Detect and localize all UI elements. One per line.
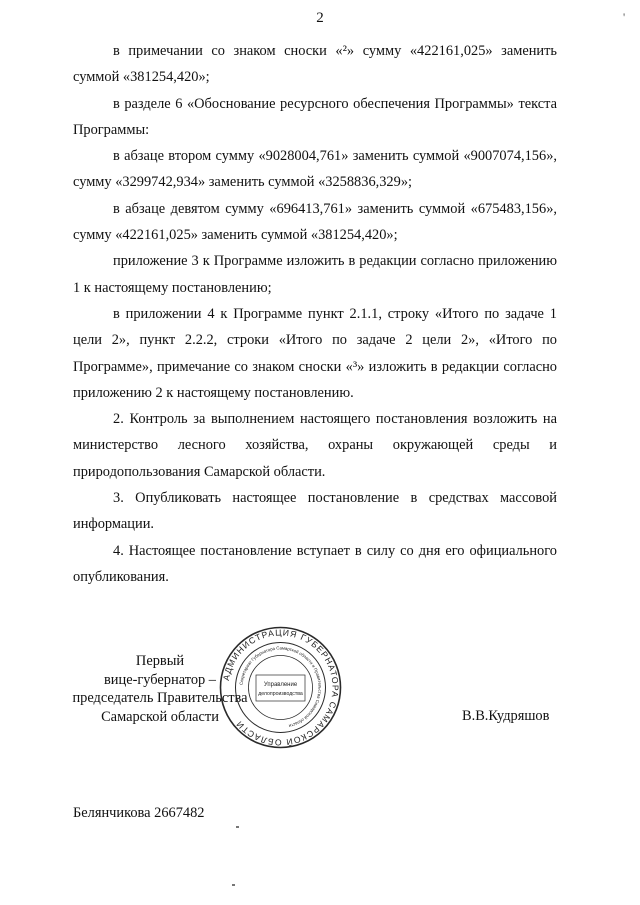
official-seal xyxy=(218,625,343,750)
paragraph-appendix-4: в приложении 4 к Программе пункт 2.1.1, строку «Итого по задаче 1 цели 2», пункт 2.2.2, строки «Итого по задаче 2 цели 2», «Итого по Программе», примечание со знаком сноски «³» изложить в редакции согласно приложению 2 к настоящему постановлению. xyxy=(73,305,557,401)
paragraph-publish: 3. Опубликовать настоящее постановление в средствах массовой информации. xyxy=(73,490,557,533)
position-line: Первый xyxy=(135,653,185,669)
paragraph-ninth-abzac: в абзаце девятом сумму «696413,761» заменить суммой «675483,156», сумму «422161,025» заменить суммой «381254,420»; xyxy=(73,200,557,244)
paragraph-control: 2. Контроль за выполнением настоящего постановления возложить на министерство лесного хозяйства, охраны окружающей среды и природопользования Самарской области. xyxy=(73,411,557,480)
seal-center-line1: Управление xyxy=(263,682,298,688)
executor-contact: Белянчикова 2667482 xyxy=(73,805,205,821)
page-number: 2 xyxy=(316,10,324,26)
signatory-name: В.В.Кудряшов xyxy=(462,708,550,724)
paragraph-appendix-3: приложение 3 к Программе изложить в редакции согласно приложению 1 к настоящему постановлению; xyxy=(73,253,557,296)
position-line: Самарской области xyxy=(101,708,219,725)
paragraph-section-6: в разделе 6 «Обоснование ресурсного обеспечения Программы» текста Программы: xyxy=(73,95,557,138)
position-line: вице-губернатор – xyxy=(104,671,216,688)
seal-center-line2: делопроизводства xyxy=(258,691,303,697)
paragraph-effective: 4. Настоящее постановление вступает в силу со дня его официального опубликования. xyxy=(73,542,557,585)
scan-mark: ' xyxy=(623,10,626,24)
paragraph-second-abzac: в абзаце втором сумму «9028004,761» заменить суммой «9007074,156», сумму «3299742,934» заменить суммой «3258836,329»; xyxy=(73,148,557,191)
position-line: председатель Правительства xyxy=(72,690,248,706)
document-body xyxy=(73,38,557,590)
seal-outer-text: АДМИНИСТРАЦИЯ ГУБЕРНАТОРА САМАРСКОЙ ОБЛАСТИ xyxy=(220,627,341,748)
paragraph-footnote-2: в примечании со знаком сноски «²» сумму «422161,025» заменить суммой «381254,420»; xyxy=(73,43,557,86)
scan-speck xyxy=(236,826,239,828)
scan-speck xyxy=(232,884,235,886)
seal-inner-text: Секретариат Губернатора Самарской области и Правительства Самарской области xyxy=(238,645,323,729)
